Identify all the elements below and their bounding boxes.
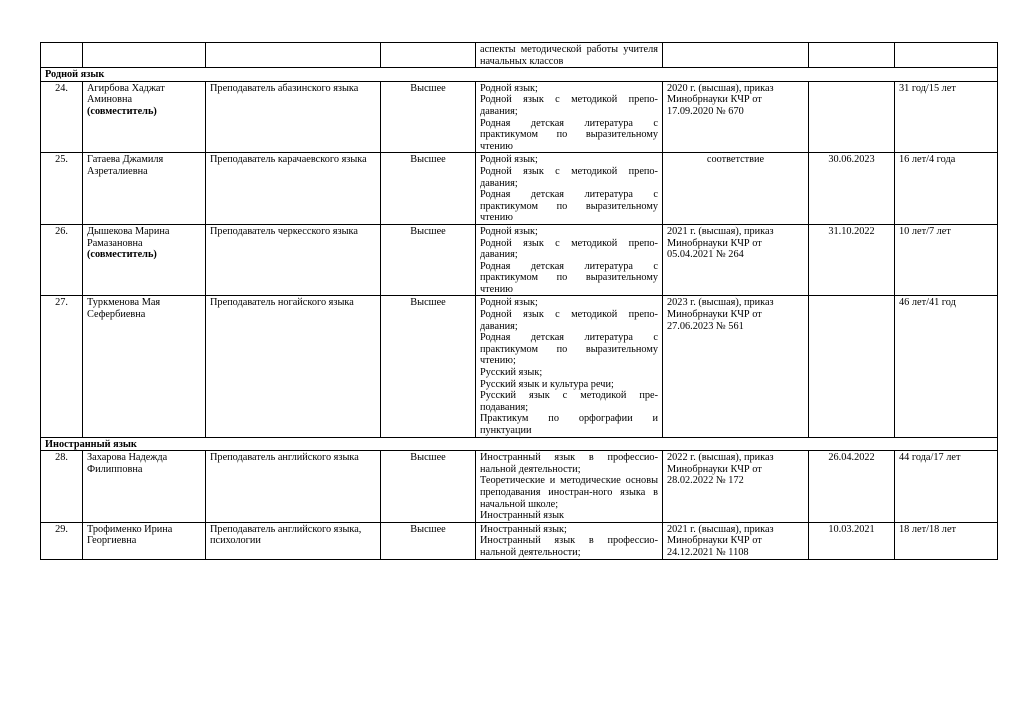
subject-line: Родной язык; [480, 154, 538, 166]
cell-subjects [476, 43, 663, 68]
cell-name [83, 81, 206, 153]
cell-position: Преподаватель черкесского языка [206, 224, 381, 296]
cell-name [83, 43, 206, 68]
name-line: Филипповна [87, 463, 143, 475]
cell-education: Высшее [381, 153, 476, 225]
cell-date: 30.06.2023 [809, 153, 895, 225]
cell-category [663, 43, 809, 68]
subject-line: Родная детская литература с практикумом по выразительному чтению [480, 117, 658, 152]
subject-line: Русский язык с методикой пре-подавания; [480, 390, 658, 413]
cell-num: 27. [41, 296, 83, 437]
subject-line: аспекты методической работы учителя начальных классов [480, 44, 658, 67]
name-line: Георгиевна [87, 535, 137, 547]
subject-line: Теоретические и методические основы преподавания иностран-ного языка в начальной школе; [480, 475, 658, 510]
cell-category: 2020 г. (высшая), приказ Минобрнауки КЧР от 17.09.2020 № 670 [663, 81, 809, 153]
cell-experience: 31 год/15 лет [895, 81, 998, 153]
table-row [41, 522, 998, 559]
name-line: Туркменова Мая [87, 297, 161, 309]
cell-date: 31.10.2022 [809, 224, 895, 296]
part-time-note: (совместитель) [87, 249, 157, 261]
subject-line: Родной язык; [480, 82, 538, 94]
section-header-row [41, 68, 998, 82]
cell-num: 26. [41, 224, 83, 296]
subject-line: Родная детская литература с практикумом по выразительному чтению [480, 260, 658, 295]
staff-table [40, 42, 998, 560]
cell-category: соответствие [663, 153, 809, 225]
cell-category: 2021 г. (высшая), приказ Минобрнауки КЧР от 05.04.2021 № 264 [663, 224, 809, 296]
section-title: Родной язык [41, 68, 998, 82]
name-line: Сефербиевна [87, 309, 146, 321]
subject-line: Русский язык; [480, 367, 543, 379]
cell-position: Преподаватель ногайского языка [206, 296, 381, 437]
name-line: Азреталиевна [87, 165, 148, 177]
name-line: Дышекова Марина [87, 225, 170, 237]
name-line: Захарова Надежда [87, 452, 168, 464]
table-row [41, 296, 998, 437]
subject-line: Родной язык; [480, 297, 538, 309]
cell-education: Высшее [381, 522, 476, 559]
cell-experience: 18 лет/18 лет [895, 522, 998, 559]
cell-education: Высшее [381, 81, 476, 153]
subject-line: Родной язык с методикой препо-давания; [480, 237, 658, 261]
cell-position: Преподаватель английского языка [206, 451, 381, 523]
cell-category: 2021 г. (высшая), приказ Минобрнауки КЧР от 24.12.2021 № 1108 [663, 522, 809, 559]
subject-line: Иностранный язык в профессио-нальной деятельности; [480, 452, 658, 475]
name-line: Агирбова Хаджат [87, 82, 165, 94]
cell-subjects [476, 296, 663, 437]
cell-num: 28. [41, 451, 83, 523]
cell-position: Преподаватель английского языка, психологии [206, 522, 381, 559]
cell-experience: 44 года/17 лет [895, 451, 998, 523]
name-line: Аминовна [87, 94, 133, 106]
subject-line: Родной язык с методикой препо-давания; [480, 309, 658, 332]
table-body [41, 43, 998, 560]
cell-position [206, 43, 381, 68]
cell-subjects [476, 153, 663, 225]
subject-line: Иностранный язык в профессио-нальной деятельности; [480, 535, 658, 558]
section-header-row [41, 437, 998, 451]
cell-date [809, 43, 895, 68]
cell-num: 29. [41, 522, 83, 559]
subject-line: Русский язык и культура речи; [480, 378, 614, 390]
subject-line: Родная детская литература с практикумом по выразительному чтению [480, 189, 658, 224]
cell-name [83, 153, 206, 225]
cell-num: 24. [41, 81, 83, 153]
cell-education: Высшее [381, 224, 476, 296]
cell-education [381, 43, 476, 68]
table-row [41, 153, 998, 225]
cell-date: 26.04.2022 [809, 451, 895, 523]
part-time-note: (совместитель) [87, 105, 157, 117]
cell-position: Преподаватель абазинского языка [206, 81, 381, 153]
cell-category: 2023 г. (высшая), приказ Минобрнауки КЧР от 27.06.2023 № 561 [663, 296, 809, 437]
section-title: Иностранный язык [41, 437, 998, 451]
document-page [40, 42, 997, 560]
cell-subjects [476, 81, 663, 153]
cell-experience [895, 43, 998, 68]
name-line: Трофименко Ирина [87, 523, 173, 535]
cell-date [809, 296, 895, 437]
subject-line: Иностранный язык [480, 510, 565, 522]
cell-subjects [476, 522, 663, 559]
cell-subjects [476, 224, 663, 296]
name-line: Гатаева Джамиля [87, 154, 164, 166]
table-row-continuation [41, 43, 998, 68]
cell-experience: 16 лет/4 года [895, 153, 998, 225]
cell-name [83, 224, 206, 296]
cell-experience: 10 лет/7 лет [895, 224, 998, 296]
cell-name [83, 296, 206, 437]
subject-line: Практикум по орфографии и пунктуации [480, 413, 658, 436]
table-row [41, 81, 998, 153]
cell-category: 2022 г. (высшая), приказ Минобрнауки КЧР от 28.02.2022 № 172 [663, 451, 809, 523]
name-line: Рамазановна [87, 237, 143, 249]
subject-line: Родной язык; [480, 225, 538, 237]
table-row [41, 451, 998, 523]
cell-education: Высшее [381, 451, 476, 523]
table-row [41, 224, 998, 296]
cell-date: 10.03.2021 [809, 522, 895, 559]
cell-education: Высшее [381, 296, 476, 437]
cell-name [83, 522, 206, 559]
cell-experience: 46 лет/41 год [895, 296, 998, 437]
subject-line: Родная детская литература с практикумом по выразительному чтению; [480, 332, 658, 367]
cell-num [41, 43, 83, 68]
cell-num: 25. [41, 153, 83, 225]
subject-line: Иностранный язык; [480, 523, 567, 535]
subject-line: Родной язык с методикой препо-давания; [480, 165, 658, 189]
cell-name [83, 451, 206, 523]
cell-subjects [476, 451, 663, 523]
subject-line: Родной язык с методикой препо-давания; [480, 94, 658, 117]
cell-position: Преподаватель карачаевского языка [206, 153, 381, 225]
cell-date [809, 81, 895, 153]
